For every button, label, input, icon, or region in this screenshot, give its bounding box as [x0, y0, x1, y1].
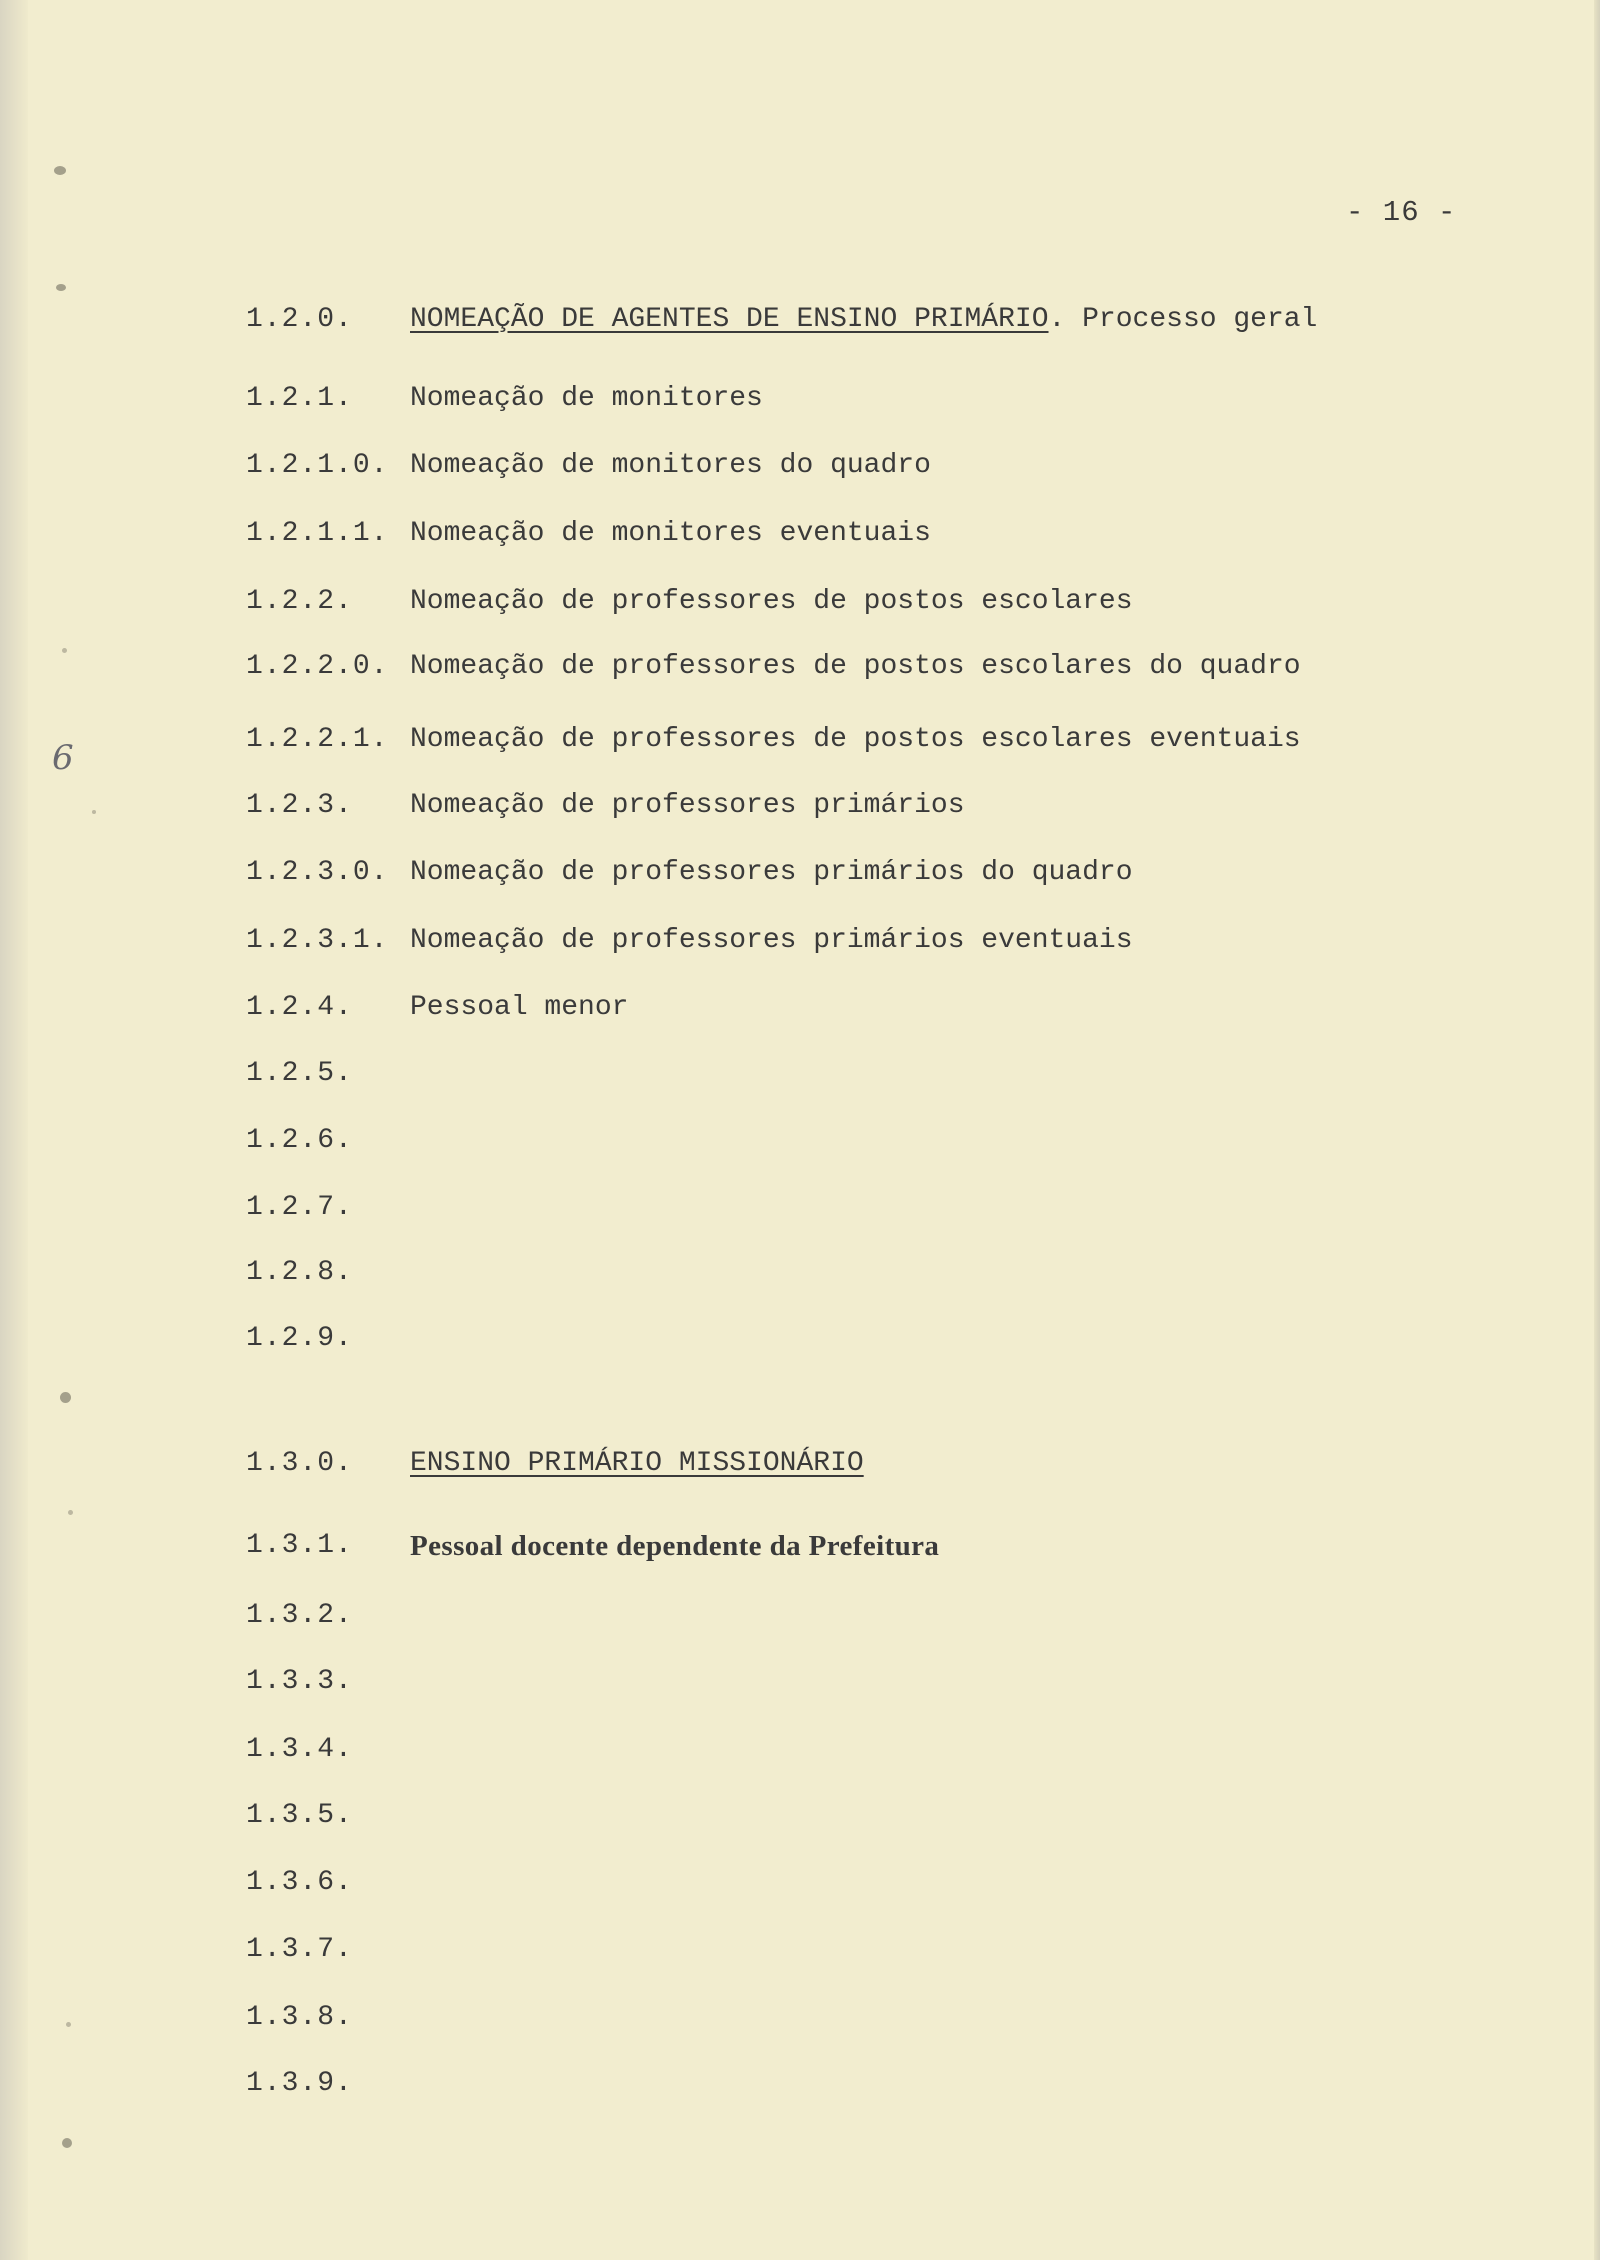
- entry-code: 1.2.4.: [246, 992, 353, 1023]
- entry-code: 1.2.2.0.: [246, 651, 389, 682]
- entry-label: Nomeação de professores primários do quadro: [410, 857, 1133, 888]
- entry-code: 1.3.9.: [246, 2068, 353, 2099]
- entry-label: Nomeação de professores de postos escolares: [410, 586, 1133, 617]
- entry-code: 1.2.3.0.: [246, 857, 389, 888]
- section-title: NOMEAÇÃO DE AGENTES DE ENSINO PRIMÁRIO: [410, 304, 1049, 335]
- section-title-suffix: . Processo geral: [1048, 304, 1318, 335]
- binder-mark: [66, 2022, 71, 2027]
- entry-label: Nomeação de professores primários: [410, 790, 965, 821]
- binder-mark: [54, 166, 66, 175]
- entry-code: 1.2.2.1.: [246, 724, 389, 755]
- binder-mark: [68, 1510, 73, 1515]
- entry-label: Nomeação de monitores: [410, 383, 763, 414]
- binder-mark: [92, 810, 96, 814]
- binder-mark: [60, 1392, 71, 1403]
- entry-code: 1.2.2.: [246, 586, 353, 617]
- entry-code: 1.2.1.1.: [246, 518, 389, 549]
- entry-code: 1.3.0.: [246, 1448, 353, 1479]
- entry-code: 1.2.9.: [246, 1323, 353, 1354]
- entry-code: 1.3.3.: [246, 1666, 353, 1697]
- entry-code: 1.2.5.: [246, 1058, 353, 1089]
- entry-code: 1.3.7.: [246, 1934, 353, 1965]
- entry-code: 1.3.1.: [246, 1530, 353, 1561]
- page-number: - 16 -: [1346, 196, 1457, 229]
- binder-mark: [56, 284, 66, 291]
- binder-mark: [62, 2138, 72, 2148]
- section-heading-line: [410, 304, 1317, 335]
- entry-code: 1.2.6.: [246, 1125, 353, 1156]
- entry-label: Pessoal menor: [410, 992, 629, 1023]
- entry-code: 1.2.1.0.: [246, 450, 389, 481]
- entry-label: Nomeação de professores primários eventuais: [410, 925, 1133, 956]
- entry-label: Nomeação de monitores do quadro: [410, 450, 931, 481]
- entry-code: 1.2.1.: [246, 383, 353, 414]
- entry-code: 1.2.0.: [246, 304, 353, 335]
- entry-label: Nomeação de professores de postos escolares eventuais: [410, 724, 1301, 755]
- binder-mark: [62, 648, 67, 653]
- page-left-edge: [0, 0, 28, 2260]
- entry-code: 1.2.3.1.: [246, 925, 389, 956]
- entry-label: Nomeação de monitores eventuais: [410, 518, 931, 549]
- entry-code: 1.3.6.: [246, 1867, 353, 1898]
- page-right-edge: [1594, 0, 1600, 2260]
- entry-code: 1.3.4.: [246, 1734, 353, 1765]
- entry-code: 1.2.8.: [246, 1257, 353, 1288]
- entry-label: Nomeação de professores de postos escolares do quadro: [410, 651, 1301, 682]
- entry-code: 1.2.7.: [246, 1192, 353, 1223]
- margin-handwritten-note: 6: [52, 738, 74, 778]
- entry-code: 1.3.8.: [246, 2002, 353, 2033]
- entry-code: 1.3.2.: [246, 1600, 353, 1631]
- entry-label: Pessoal docente dependente da Prefeitura: [410, 1530, 940, 1562]
- entry-code: 1.2.3.: [246, 790, 353, 821]
- entry-code: 1.3.5.: [246, 1800, 353, 1831]
- section-title: ENSINO PRIMÁRIO MISSIONÁRIO: [410, 1448, 864, 1479]
